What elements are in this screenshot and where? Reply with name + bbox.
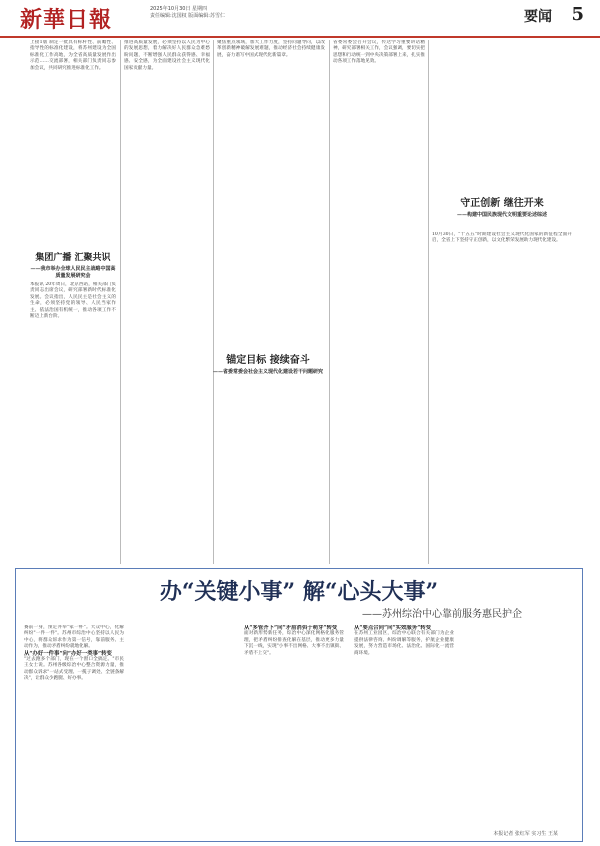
feature-text: 面对新形势新任务，综治中心深化网格化服务管理，把矛盾纠纷排查化解在基层，推动更多力量下沉一线，实现"小事不出网格、大事不出镇街、矛盾不上交"。	[244, 631, 344, 656]
masthead	[0, 0, 600, 38]
article-text: 聚焦重点领域，加大工作力度，坚持问题导向，以改革创新精神破解发展难题，推动经济社会持续健康发展，奋力谱写中国式现代化新篇章。	[217, 40, 325, 58]
feature-column-1	[24, 625, 124, 833]
feature-text: 在苏州工业园区，综治中心联合有关部门为企业提供法律咨询、纠纷调解等服务，护航企业健康发展，努力营造市场化、法治化、国际化一流营商环境。	[354, 631, 454, 656]
article-subheadline: ——我市举办全球人民民主战略中国高质量发展研究会	[30, 266, 116, 279]
article-headline: 锚定目标 接续奋斗	[226, 355, 310, 366]
article-headline: 守正创新 继往开来	[460, 198, 544, 209]
column-1	[30, 40, 116, 250]
article-text: 上接1版 制定一批具有标杆性、前瞻性、指导性的标准化建设，将苏州建设为全国标准化工作高地，为全省高质量发展作出示范……交流部署，相关部门负责同志参加会议，共同研究推进标准化工作。	[30, 40, 116, 71]
article-subheadline: ——构建中国民族现代文明重要论述综述	[456, 212, 547, 218]
feature-column-2	[134, 625, 234, 833]
column-divider	[213, 40, 214, 564]
article-headline-block	[30, 252, 116, 280]
article-text: 省委常委会召开会议，传达学习重要讲话精神，研究部署相关工作，会议强调，要切实把思想和行动统一到中央决策部署上来，扎实推动各项工作落地见效。	[333, 40, 425, 65]
feature-column-5	[464, 625, 574, 825]
article-text: 推进高质量发展，必须坚持以人民为中心的发展思想，着力解决好人民群众急难愁盼问题，不断增强人民群众获得感、幸福感、安全感，为全面建设社会主义现代化国家贡献力量。	[124, 40, 210, 71]
article-subheadline: ——省委常委会社会主义现代化建设若干问题研究	[212, 369, 323, 375]
column-divider	[329, 40, 330, 564]
feature-headline: 办“关键小事” 解“心头大事”	[159, 579, 439, 605]
newspaper-logo: 新華日報	[20, 7, 113, 33]
article-headline-block	[212, 355, 324, 376]
feature-lead: 赛前一身，预定并举"家一杯"。大众中心，化解纠纷"一件一件"。苏州市综治中心坚持以人民为中心，将群众诉求作为第一信号，靠前服务、主动作为，推动矛盾纠纷就地化解。	[24, 625, 124, 650]
feature-section-heading: 从“办好一件事”向“办好一类事”转变	[24, 650, 112, 657]
feature-section-heading: 从“要点合同”向“实效服务”转变	[354, 625, 432, 631]
article-text: 10月30日，"十五五"时期建设社会主义现代化国家的新征程全面开启，全省上下坚持守正创新，以文化繁荣发展助力现代化建设。	[432, 232, 572, 244]
column-5-article	[432, 232, 572, 564]
article-text: 本报讯 20年周日，北京西站，相关部门负责同志出席会议，研究部署新时代标准化发展。会议指出，人民民主是社会主义的生命，必须坚持党的领导、人民当家作主、依法治国有机统一，推动各项工作不断迈上新台阶。	[30, 282, 116, 320]
feature-box	[15, 568, 583, 842]
editor-text: 责任编辑:沈国权 版面编辑:苏雪仁	[150, 13, 225, 19]
feature-section-heading: 从“多管齐下”向“矛盾消弭于萌芽”转变	[244, 625, 338, 631]
section-title: 要闻	[524, 9, 552, 25]
column-divider	[428, 40, 429, 564]
feature-subheadline: ——苏州综治中心靠前服务惠民护企	[362, 609, 522, 620]
column-3	[217, 40, 325, 350]
column-4	[333, 40, 425, 564]
article-headline: 集团广播 汇聚共识	[35, 253, 111, 263]
dateline	[150, 6, 225, 20]
column-5	[432, 40, 572, 190]
column-divider	[120, 40, 121, 564]
author-credit: 本报记者 张红军 实习生 王某	[493, 831, 558, 837]
date-text: 2025年10月30日 星期四	[150, 6, 208, 12]
feature-column-4	[354, 625, 454, 833]
column-1-article	[30, 282, 116, 564]
feature-text: "过去跑多个部门，现在一个窗口全搞定。"市民王女士说。苏州各级综治中心整合资源力量，推动群众诉求"一站式受理、一揽子调处、全链条解决"，让群众少跑腿、好办事。	[24, 657, 124, 682]
column-2	[124, 40, 210, 564]
page-number: 5	[571, 4, 584, 25]
article-headline-block	[432, 198, 572, 219]
feature-column-3	[244, 625, 344, 833]
